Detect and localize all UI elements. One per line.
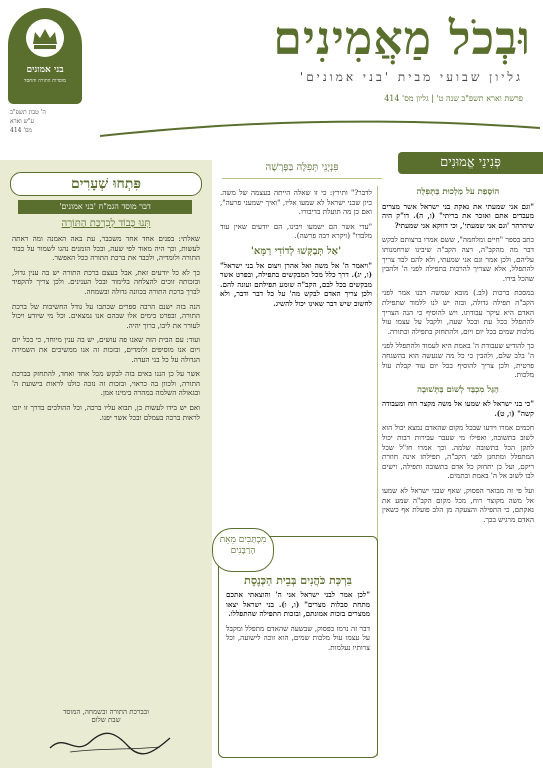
article-paragraph: כתב בספר "חיים ומלחמה", ששם אמרו ברצותם לבקש דבר מה מהקב"ה, רצה הקב"ה שיבינו שרחמנותו עליהם, ולכן אמר וגם אני שמעתי, ולא להם לבד צריך להתפלל, אלא שצריך להרבות בתפילה לפני ה' ולהבין שהכל בידו.	[382, 235, 534, 283]
article-paragraph: "עדי אשר הם ישמעו ויבינו, הם יודעים שאין עוד מלבדו" (ויקרא רבה פרשה).	[220, 221, 372, 241]
article-heading: הַגַּל מִכְבַּד לְשׁוֹם בַּתְּשׁוּבָה	[417, 384, 499, 395]
logo	[8, 8, 82, 104]
masthead-subtitle: גליון שבועי מבית 'בני אמונים'	[299, 70, 523, 84]
article-paragraph: לדבר?" ותירץ: כי זו שאלה הייתה בעצמה של משה. כיון שבני ישראל לא שמעו אליו, "ואיך ישמעני פרעה", ואם כן מה תועלת בדיבורו.	[220, 188, 372, 217]
article-paragraph: במסכת ברכות (לב.) מובא שמשה רבנו אמר לפני הקב"ה תפילה גדולה, ובזה יש לנו ללמוד שתפילת האדם היא עיקר עבודתו. ויש להוסיף כי הנה הצריך להתפלל בכל עת ובכל שעה, ולקבל על עצמו עול מלכות שמים בכל יום ויום, ולהתחזק בתפילה ובתורה.	[382, 288, 534, 336]
article-paragraph: כך להודיע שעבודת ה' באמת היא לעמוד ולהתפלל לפני ה' בלב שלם, ולהבין כי כל מה שנעשה הוא בהשגחה פרטית, ולכן צריך להוסיף בכל יום עוד קבלת עול מלכות.	[382, 341, 534, 380]
right-column-article	[382, 182, 534, 762]
boxed-article-body	[226, 590, 370, 750]
section-banner-label: פְּנִינֵי אֱמוּנִים	[440, 155, 501, 170]
section-banner-pninei	[398, 152, 543, 174]
sidebar-subtitle: דבר מוסד הגמ"ח 'בני אמונים'	[18, 200, 192, 214]
sidebar-paragraph: אשר על כן הננו באים בזה לבקש מכל אחד ואחד, להתחזק בברכת התורה, ולכוון בה כראוי, ובזכות זה נזכה כולנו לראות בישועת ה' ובגאולה השלמה במהרה בימינו אמן.	[12, 369, 200, 398]
article-paragraph: חכמים אמרו וידעו שבכל מקום שהאדם נמצא יכול הוא לשוב בתשובה, ואפילו מי שעבר עבירות רבות יכול לתקן הכל בתשובה שלמה. וכך אמרו חז"ל שכל המתפלל ומתחנן לפני הקב"ה, תפילתו אינה חוזרת ריקם, ועל כן יתחזק כל אדם בתשובה ותפילה, וישים לבו לשוב אל ה' באמת ובתמים.	[382, 423, 534, 481]
sidebar-paragraph: שאלתי: בפנים אחד אחד משכבר, עת באה האמנה ומה ראתה לעשות, וכך היה מאוד לפי שעה, ובכל הזמנים נהגו לשמור על כבוד התורה ולומדיה, ולכבד את ברכת התורה ככל האפשר.	[12, 234, 200, 263]
sidebar-paragraph: ואם יש בידו לעשות כן, תבוא עליו ברכה, וכל ההולכים בדרך זו יזכו לראות ברכה בעמלם ובכל אשר יפנו.	[12, 402, 200, 422]
logo-name: בני אמונים	[26, 65, 64, 75]
article-paragraph: "לכן אמר לבני ישראל אני ה' והוצאתי אתכם מתחת סבלות מצרים" (ו, ו). בני ישראל יצאו ממצרים בזכות אמונתם, ובזכות התפילה שהתפללו.	[226, 590, 370, 619]
masthead-title: וּבְכֹל מַאֲמִינִים	[273, 11, 531, 65]
article-heading: 'אַל תְּבַקְּשׁוּ לְדוֹדִי רַמָּא'	[250, 245, 342, 257]
sidebar-sign-line-2: שבת שלום	[91, 716, 121, 724]
sidebar-banner: פִּתְחוּ שְׁעָרִים	[10, 172, 202, 196]
crown-icon	[25, 18, 65, 58]
middle-column-article	[220, 188, 372, 518]
article-paragraph: ועל פי זה מבואר הפסוק, שאף שבני ישראל לא שמעו אל משה מקוצר רוח, מכל מקום הקב"ה שמע את נאקתם, כי התפילה והצעקה מן הלב פועלת אף כשאין האדם מרגיש בכך.	[382, 486, 534, 524]
sidebar-paragraph: הנה בזה ישנם הרבה ספרים שכתבו על גודל החשיבות של ברכת התורה, ובפרט בימים אלו שבהם אנו נמצאים. וכל מי שיודע ויכול לעורר את ליבו, ברוך יהיה.	[12, 301, 200, 330]
boxed-article-title: בִּרְכַּת כֹּהֲנִים בְּבֵית הַכְּנֶסֶת	[244, 574, 352, 587]
article-paragraph: דבר זה נרמז בפסוק, שבשעה שהאדם מתפלל ומקבל על עצמו עול מלכות שמים, הוא זוכה לישועה, וכל צרותיו נעלמות.	[226, 623, 370, 652]
article-paragraph: "וגם אני שמעתי את נאקת בני ישראל אשר מצרים מעבדים אתם ואזכר את בריתי" (ו, ה). דו"ק היה שיהרהר 'וגם אני שמעתי', וכי דווקא אני שמעתי?	[382, 201, 534, 230]
sidebar-title: תְּנוּ כָּבוֹד לְבִרְכַּת הַתּוֹרָה	[61, 218, 151, 229]
logo-sub: מוסדות התורה והחסד	[24, 78, 66, 84]
article-paragraph: "ויאמר ה' אל משה ואל אהרן ויצום אל בני ישראל" (ו, יג). דרך כלל מכל המבקשים בתפילה, ובפרט אשר מבקשים בכל לבם, הקב"ה שומע תפילתם ועונה להם. ולכן צריך האדם לבקש מה' על כל דבר ודבר, ולא לחשוב שיש דבר שאינו יכול להשיג.	[220, 260, 372, 308]
article-paragraph: "כי בני ישראל לא שמעו אל משה מקצר רוח ומעבודה קשה" (ו, ט).	[382, 399, 534, 418]
signature-image	[40, 728, 180, 758]
sidebar-sign-line: ובברכת התורה ובשמחה, המוסד	[63, 708, 149, 716]
sidebar-paragraph: ועוד: עם הבית הזה שאנו פה עושים, יש בה ענין מיוחד, כי בכל יום ויום אנו מוסיפים ולומדים, ובזכות זה אנו ממשיכים את השמירה הגדולה על כל בני העדה.	[12, 335, 200, 364]
article-heading: הוֹסָפַת עֹל מַלְכוּת בַּתְּפִלָּה	[416, 187, 500, 197]
issue-line: פרשת וארא תשפ"ב שנה ט' | גליון מס' 414	[384, 94, 523, 103]
sidebar-paragraph: כך לא כל יודעים זאת, אבל בעצם ברכת התורה יש בה ענין גדול, ובזכותה זוכים להצלחה בלימוד ובכל הענינים. ולכן צריך להקפיד לברך ברכת התורה בכוונה גדולה ובשמחה.	[12, 267, 200, 296]
masthead-curve	[100, 118, 540, 138]
sidebar-article	[12, 234, 200, 704]
issue-date: ה' טבת תשפ"ב ע"ש וארא מס' 414	[10, 109, 46, 134]
parsha-tab: פִּנְיָנֵי תְּפִלָּה בַּפָּרָשָׁה	[222, 162, 382, 179]
boxed-article-tag: מִכְתַּבִים מֵאֵת הָרַבָּנִים	[212, 528, 274, 572]
